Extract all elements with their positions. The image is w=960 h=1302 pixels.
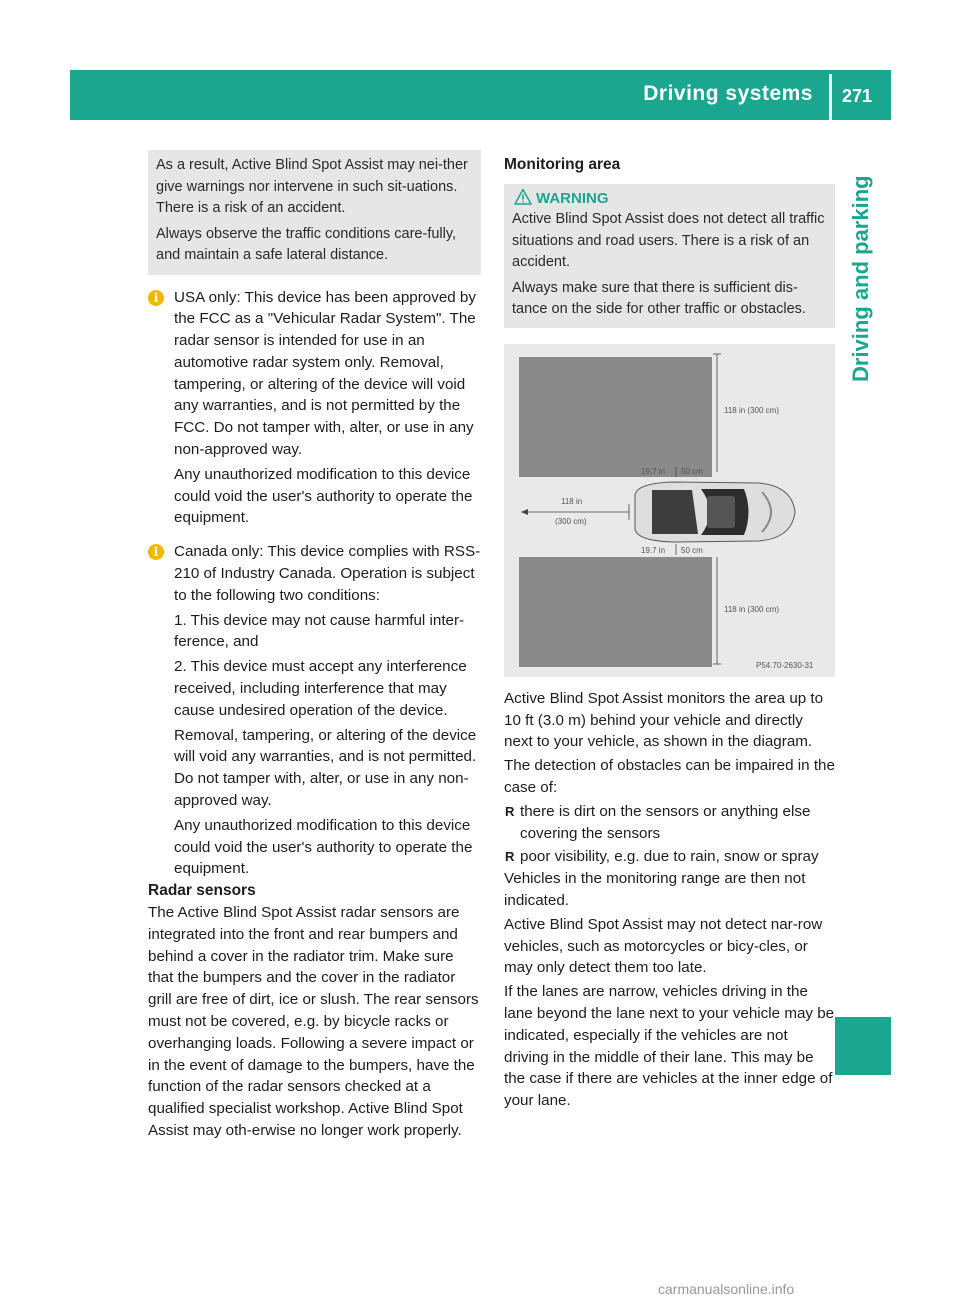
radar-sensors-heading: Radar sensors (148, 882, 256, 900)
left-monitoring-zone (519, 357, 712, 477)
body-paragraph: Vehicles in the monitoring range are then not indicated. (504, 870, 806, 909)
list-item: R there is dirt on the sensors or anything else covering the sensors (505, 802, 811, 842)
bottom-gap-inch-label: 19.7 in (641, 545, 666, 555)
figure-code: P54.70-2630-31 (756, 660, 814, 670)
body-paragraph: Active Blind Spot Assist monitors the area up to 10 ft (3.0 m) behind your vehicle and directly next to your vehicle, as shown in the diagram. (504, 689, 824, 751)
info-paragraph: Canada only: This device complies with RSS-210 of Industry Canada. Operation is subject to the following two conditions: (174, 543, 481, 604)
list-item: R poor visibility, e.g. due to rain, snow or spray (504, 846, 835, 868)
info-paragraph: Removal, tampering, or altering of the device will void any warranties, and is not permitted. Do not tamper with, alter, or use in any non-approved way. (174, 726, 477, 810)
chapter-tab-marker (835, 1017, 891, 1075)
page-number: 271 (842, 86, 873, 106)
radar-sensors-text: The Active Blind Spot Assist radar sensors are integrated into the front and rear bumpers and behind a cover in the radiator trim. Make sure that the bumpers and the cover in the radiator grill are free of dirt, ice or slush. The rear sensors must not be covered, e.g. by bicycle racks or overhanging loads. Following a severe impact or in the event of damage to the bumpers, have the function of the radar sensors checked at a qualified specialist workshop. Active Blind Spot Assist may oth-erwise no longer work properly. (148, 904, 479, 1139)
info-paragraph: 2. This device must accept any interference received, including interference that may cause undesired operation of the device. (174, 658, 467, 719)
warning-title (512, 188, 827, 210)
rear-zone-cm-label: (300 cm) (555, 516, 587, 526)
right-column (504, 150, 835, 1112)
warning-paragraph: As a result, Active Blind Spot Assist may nei-ther give warnings nor intervene in such sit-uations. There is a risk of an accident. (156, 157, 468, 216)
info-icon: i (148, 544, 164, 560)
bullet-icon: R (505, 803, 515, 819)
info-icon: i (148, 290, 164, 306)
chapter-tab-label: Driving and parking (848, 175, 873, 382)
top-gap-cm-label: 50 cm (681, 466, 703, 476)
warning-paragraph: Active Blind Spot Assist does not detect all traffic situations and road users. There is a risk of an accident. (512, 211, 825, 271)
header-divider (829, 74, 832, 120)
continued-warning-box (148, 150, 481, 275)
right-monitoring-zone (519, 557, 712, 667)
bottom-zone-length-label: 118 in (300 cm) (724, 604, 779, 614)
bullet-icon: R (505, 849, 515, 865)
section-title: Driving systems (643, 82, 813, 105)
warning-paragraph: Always observe the traffic conditions care-fully, and maintain a safe lateral distance. (156, 225, 457, 263)
info-paragraph: Any unauthorized modification to this device could void the user's authority to operate the equipment. (174, 816, 473, 878)
bottom-gap-cm-label: 50 cm (681, 545, 703, 555)
info-paragraph: 1. This device may not cause harmful inter-ference, and (174, 611, 465, 651)
info-paragraph: Any unauthorized modification to this device could void the user's authority to operate the equipment. (174, 465, 473, 527)
warning-box (504, 184, 835, 328)
top-gap-inch-label: 19.7 in (641, 466, 666, 476)
rear-zone-inch-label: 118 in (561, 496, 583, 506)
info-note-canada (148, 541, 481, 880)
left-column (148, 150, 481, 1142)
info-note-usa (148, 287, 481, 530)
warning-title-text: WARNING (536, 189, 609, 207)
body-paragraph: The detection of obstacles can be impaired in the case of: (504, 757, 835, 796)
header-bar (70, 70, 891, 120)
footer-watermark: carmanualsonline.info (658, 1281, 795, 1297)
diagram-svg (504, 344, 835, 677)
warning-triangle-icon (514, 188, 532, 206)
warning-paragraph: Always make sure that there is sufficient dis-tance on the side for other traffic or obstacles. (512, 279, 806, 318)
vehicle-top-view (635, 482, 795, 542)
body-paragraph: Active Blind Spot Assist may not detect nar-row vehicles, such as motorcycles or bicy-cles, or may only detect them too late. (504, 915, 823, 977)
monitoring-area-diagram (504, 344, 835, 677)
monitoring-area-heading: Monitoring area (504, 156, 621, 173)
top-zone-length-label: 118 in (300 cm) (724, 405, 779, 415)
info-paragraph: USA only: This device has been approved by the FCC as a "Vehicular Radar System". The radar sensor is intended for use in an automotive radar system only. Removal, tampering, or altering of the device will void any warranties, and is not permitted by the FCC. Do not tamper with, alter, or use in any non-approved way. (174, 288, 476, 459)
body-paragraph: If the lanes are narrow, vehicles driving in the lane beyond the lane next to your vehicle may be indicated, especially if the vehicles are not driving in the middle of their lane. This may be the case if there are vehicles at the inner edge of your lane. (504, 983, 835, 1110)
impairment-list (504, 801, 835, 868)
monitoring-description (504, 688, 835, 1112)
